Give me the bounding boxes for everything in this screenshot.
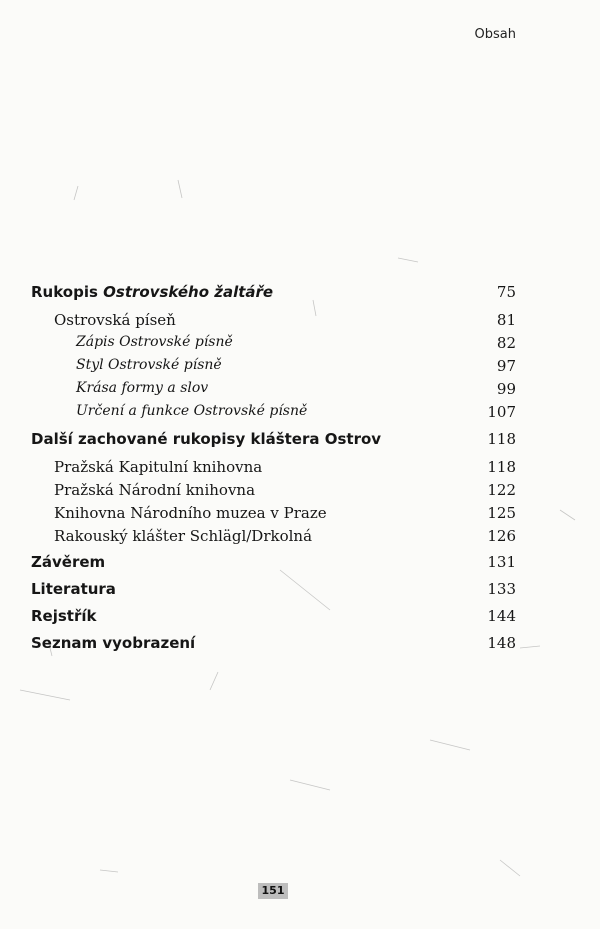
toc-entry-title: Závěrem — [31, 553, 106, 571]
toc-entry-title: Rejstřík — [31, 607, 97, 625]
toc-entry-title: Ostrovská píseň — [54, 311, 176, 329]
toc-entry-page: 122 — [487, 481, 516, 499]
toc-entry-page: 99 — [496, 380, 516, 398]
toc-entry-page: 75 — [496, 283, 516, 301]
page-number: 151 — [258, 883, 288, 899]
toc-entry-page: 118 — [487, 430, 516, 448]
toc-entry-title: Knihovna Národního muzea v Praze — [54, 504, 327, 522]
toc-entry-title: Rakouský klášter Schlägl/Drkolná — [54, 527, 313, 545]
toc-entry-title: Pražská Kapitulní knihovna — [54, 458, 263, 476]
toc-entry-page: 144 — [487, 607, 516, 625]
toc-entry-title: Seznam vyobrazení — [31, 634, 196, 652]
toc-entry-title: Styl Ostrovské písně — [76, 357, 222, 373]
toc-entry-title: Zápis Ostrovské písně — [76, 334, 233, 350]
toc-entry-page: 133 — [487, 580, 516, 598]
toc-entry-page: 81 — [496, 311, 516, 329]
running-header: Obsah — [474, 27, 516, 42]
toc-entry-title: Pražská Národní knihovna — [54, 481, 256, 499]
toc-entry-page: 125 — [487, 504, 516, 522]
toc-entry-title: Další zachované rukopisy kláštera Ostrov — [31, 430, 382, 448]
toc-entry-title: Literatura — [31, 580, 116, 598]
toc-entry-title — [31, 283, 273, 301]
toc-entry-page: 126 — [487, 527, 516, 545]
toc-entry-title-prefix: Rukopis — [31, 283, 104, 301]
toc-entry-page: 97 — [496, 357, 516, 375]
toc-entry-title-italic: Ostrovského žaltáře — [103, 283, 274, 301]
toc-entry-page: 118 — [487, 458, 516, 476]
toc-entry-page: 131 — [487, 553, 516, 571]
toc-entry-title: Určení a funkce Ostrovské písně — [76, 403, 308, 419]
toc-entry-page: 107 — [487, 403, 516, 421]
toc-entry-page: 148 — [487, 634, 516, 652]
toc-entry-title: Krása formy a slov — [76, 380, 209, 396]
toc-entry-page: 82 — [496, 334, 516, 352]
